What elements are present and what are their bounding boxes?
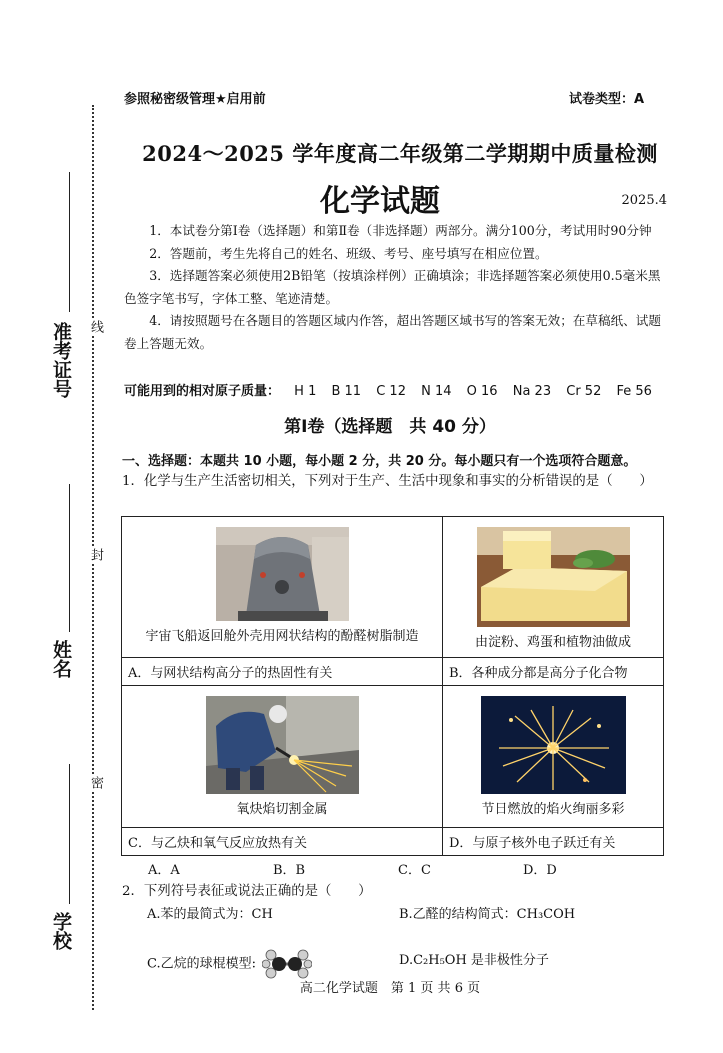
question-2-option-d: D.C₂H₅OH 是非极性分子 [399, 953, 549, 968]
confidential-header: 参照秘密级管理★启用前 [124, 92, 266, 107]
welding-photo-icon [206, 696, 359, 794]
question-2-option-a: A.苯的最简式为：CH [147, 907, 273, 922]
atomic-mass-item: Fe 56 [616, 384, 652, 399]
instruction-1: 1．本试卷分第Ⅰ卷（选择题）和第Ⅱ卷（非选择题）两部分。满分100分，考试用时90分钟 [149, 223, 652, 238]
choice-a[interactable]: A．A [148, 863, 180, 878]
option-a: A．与网状结构高分子的热固性有关 [122, 658, 443, 686]
cell-a-caption: 宇宙飞船返回舱外壳用网状结构的酚醛树脂制造 [145, 629, 419, 644]
instruction-2: 2．答题前，考生先将自己的姓名、班级、考号、座号填写在相应位置。 [149, 245, 548, 261]
cell-b-image [443, 517, 664, 658]
cell-c-caption: 氧炔焰切割金属 [236, 802, 328, 817]
question-2-option-c [147, 949, 312, 979]
name-write-line[interactable] [69, 484, 70, 632]
atomic-mass-item: O 16 [466, 384, 498, 399]
part1-title: 第Ⅰ卷（选择题 共 40 分） [284, 417, 496, 437]
subject-title: 化学试题 [320, 184, 440, 219]
question-2-stem: 2．下列符号表征或说法正确的是（ ） [122, 884, 372, 899]
instruction-3: 3．选择题答案必须使用2B铅笔（按填涂样例）正确填涂；非选择题答案必须使用0.5毫米黑色签字笔书写，字体工整、笔迹清楚。 [124, 268, 661, 306]
option-c: C．与乙炔和氧气反应放热有关 [122, 828, 443, 856]
choice-c[interactable]: C．C [398, 863, 431, 878]
instructions [124, 220, 664, 356]
instruction-4: 4．请按照题号在各题目的答题区域内作答，超出答题区域书写的答案无效；在草稿纸、试题卷上答题无效。 [124, 313, 661, 351]
cell-b-caption: 由淀粉、鸡蛋和植物油做成 [474, 635, 631, 650]
section1-instructions: 一、选择题：本题共 10 小题，每小题 2 分，共 20 分。每小题只有一个选项符合题意。 [122, 454, 637, 469]
school-write-line[interactable] [69, 764, 70, 904]
binding-mark-seal: 封 [88, 548, 103, 561]
ethane-ball-stick-icon [262, 949, 312, 979]
exam-title: 2024～2025 学年度高二年级第二学期期中质量检测 [142, 141, 658, 166]
option-d: D．与原子核外电子跃迁有关 [443, 828, 664, 856]
page-footer: 高二化学试题 第 1 页 共 6 页 [299, 981, 481, 996]
exam-id-label: 准考证号 [50, 322, 72, 398]
question-1-choices [148, 859, 668, 878]
capsule-photo-icon [216, 527, 349, 621]
binding-mark-secret: 密 [88, 776, 103, 789]
atomic-mass-item: Cr 52 [566, 384, 602, 399]
butter-photo-icon [477, 527, 630, 627]
cell-a-image [122, 517, 443, 658]
question-1-stem: 1．化学与生产生活密切相关，下列对于生产、生活中现象和事实的分析错误的是（ ） [122, 474, 653, 489]
cell-c-image [122, 686, 443, 828]
exam-id-write-line[interactable] [69, 172, 70, 312]
option-b: B．各种成分都是高分子化合物 [443, 658, 664, 686]
atomic-mass-item: B 11 [331, 384, 362, 399]
choice-d[interactable]: D．D [523, 863, 557, 878]
atomic-mass-item: Na 23 [512, 384, 552, 399]
question-2-option-b: B.乙醛的结构简式：CH₃COH [399, 907, 576, 922]
atomic-mass-item: C 12 [376, 384, 406, 399]
cell-d-image [443, 686, 664, 828]
school-label: 学校 [50, 912, 72, 950]
atomic-mass-item: H 1 [294, 384, 317, 399]
name-label: 姓名 [50, 640, 72, 678]
question-2-option-c-text: C.乙烷的球棍模型: [147, 956, 256, 972]
choice-b[interactable]: B．B [273, 863, 306, 878]
atomic-mass-item: N 14 [421, 384, 452, 399]
atomic-mass-label: 可能用到的相对原子质量： [124, 384, 281, 399]
atomic-mass-line [124, 380, 663, 399]
binding-mark-line: 线 [88, 320, 103, 333]
exam-date: 2025.4 [621, 193, 667, 208]
cell-d-caption: 节日燃放的焰火绚丽多彩 [481, 802, 625, 817]
fireworks-photo-icon [481, 696, 626, 794]
question-1-table [121, 516, 664, 856]
paper-type: 试卷类型：A [569, 92, 645, 107]
